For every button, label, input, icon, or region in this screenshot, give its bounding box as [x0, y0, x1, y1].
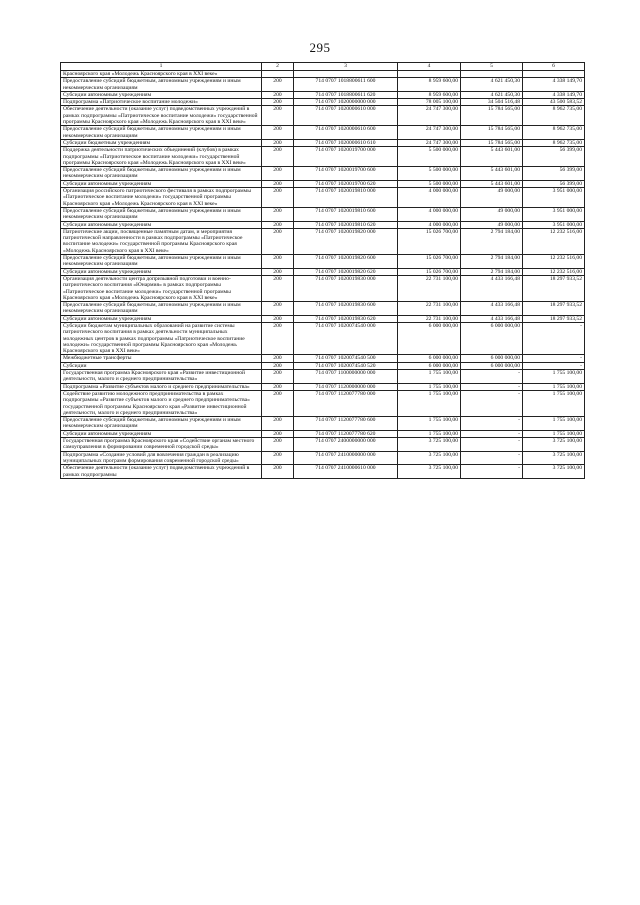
row-executed-amount: 15 784 565,00 [461, 139, 523, 146]
row-unexecuted-amount: 1 755 100,00 [523, 417, 585, 431]
row-description: Межбюджетные трансферты [61, 355, 262, 362]
table-row [61, 78, 585, 92]
row-classification-code: 714 0707 1100000000 000 [294, 370, 398, 384]
row-description: Предоставление субсидий бюджетным, автономным учреждениям и иным некоммерческим организациям [61, 417, 262, 431]
row-classification-code: 714 0707 1120077780 620 [294, 430, 398, 437]
row-code-200: 200 [262, 465, 294, 479]
row-approved-amount: 4 000 000,00 [398, 207, 461, 221]
row-executed-amount: - [461, 370, 523, 384]
row-unexecuted-amount: 1 755 100,00 [523, 430, 585, 437]
row-approved-amount: 15 026 700,00 [398, 228, 461, 254]
row-unexecuted-amount: 8 962 735,00 [523, 126, 585, 140]
row-description: Предоставление субсидий бюджетным, автономным учреждениям и иным некоммерческим организациям [61, 167, 262, 181]
row-executed-amount: 15 784 565,00 [461, 106, 523, 126]
row-description: Субсидии автономным учреждениям [61, 430, 262, 437]
row-approved-amount: 22 731 100,00 [398, 275, 461, 301]
row-description: Субсидии автономным учреждениям [61, 180, 262, 187]
row-description: Обеспечение деятельности (оказание услуг) подведомственных учреждений в рамках подпрограммы «Патриотическое воспитание молодежи» государственной программы Красноярского края «Молодежь Красноярского края в XXI веке» [61, 106, 262, 126]
row-approved-amount: 6 000 000,00 [398, 355, 461, 362]
table-row [61, 221, 585, 228]
row-executed-amount: - [461, 438, 523, 452]
table-row [61, 268, 585, 275]
row-code-200: 200 [262, 126, 294, 140]
row-executed-amount: 5 443 601,00 [461, 147, 523, 167]
row-code-200: 200 [262, 268, 294, 275]
row-description: Поддержка деятельности патриотических объединений (клубов) в рамках подпрограммы «Патриотическое воспитание молодежи» государственной программы Красноярского края «Молодежь Красноярского края в XXI веке» [61, 147, 262, 167]
table-row [61, 139, 585, 146]
row-unexecuted-amount: 56 399,00 [523, 147, 585, 167]
row-classification-code: 714 0707 1020019700 000 [294, 147, 398, 167]
row-unexecuted-amount: 4 338 149,70 [523, 78, 585, 92]
row-code-200: 200 [262, 139, 294, 146]
row-executed-amount: - [461, 383, 523, 390]
table-row [61, 188, 585, 208]
row-executed-amount: 6 000 000,00 [461, 362, 523, 369]
row-description: Организация деятельности центра допризывной подготовки и военно-патриотического воспитания «Юнармия» в рамках подпрограммы «Патриотическое воспитание молодежи» государственной программы Красноярского края «Молодежь Красноярского края в XXI веке» [61, 275, 262, 301]
row-approved-amount: 1 755 100,00 [398, 370, 461, 384]
table-header-row [61, 63, 585, 71]
row-unexecuted-amount: 18 297 933,52 [523, 302, 585, 316]
row-approved-amount: 5 500 000,00 [398, 167, 461, 181]
row-approved-amount: 6 000 000,00 [398, 362, 461, 369]
row-approved-amount: 3 725 100,00 [398, 465, 461, 479]
row-classification-code: 714 0707 1020019830 620 [294, 315, 398, 322]
row-code-200: 200 [262, 167, 294, 181]
row-executed-amount: - [461, 465, 523, 479]
row-unexecuted-amount: 8 962 735,00 [523, 139, 585, 146]
row-code-200: 200 [262, 78, 294, 92]
column-header: 2 [262, 63, 294, 71]
row-classification-code: 714 0707 1020074540 500 [294, 355, 398, 362]
row-classification-code: 714 0707 1020019820 000 [294, 228, 398, 254]
row-approved-amount: 3 725 100,00 [398, 438, 461, 452]
row-unexecuted-amount: 3 951 000,00 [523, 207, 585, 221]
row-description: Субсидии [61, 362, 262, 369]
row-approved-amount: 1 755 100,00 [398, 430, 461, 437]
row-code-200 [262, 71, 294, 78]
row-description: Предоставление субсидий бюджетным, автономным учреждениям и иным некоммерческим организациям [61, 302, 262, 316]
row-classification-code: 714 0707 1020019700 600 [294, 167, 398, 181]
page-number: 295 [309, 40, 331, 55]
row-classification-code: 714 0707 1020000610 600 [294, 126, 398, 140]
row-description: Предоставление субсидий бюджетным, автономным учреждениям и иным некоммерческим организациям [61, 78, 262, 92]
row-classification-code: 714 0707 1020019830 000 [294, 275, 398, 301]
row-description: Субсидии бюджетам муниципальных образований на развитие системы патриотического воспитания в рамках деятельности муниципальных молодежных центров в рамках подпрограммы «Патриотическое воспитание молодежи» государственной программы Красноярского края «Молодежь Красноярского края в XXI веке» [61, 322, 262, 354]
row-approved-amount: 4 000 000,00 [398, 221, 461, 228]
table-row [61, 370, 585, 384]
row-code-200: 200 [262, 106, 294, 126]
row-unexecuted-amount: 3 951 000,00 [523, 188, 585, 208]
row-approved-amount: 1 755 100,00 [398, 383, 461, 390]
table-row [61, 207, 585, 221]
row-executed-amount: 4 433 166,48 [461, 302, 523, 316]
row-unexecuted-amount: 3 725 100,00 [523, 451, 585, 465]
row-executed-amount: - [461, 430, 523, 437]
row-approved-amount: 22 731 100,00 [398, 302, 461, 316]
row-executed-amount: 49 000,00 [461, 221, 523, 228]
row-classification-code: 714 0707 1018800611 600 [294, 78, 398, 92]
row-executed-amount: 6 000 000,00 [461, 355, 523, 362]
row-unexecuted-amount: 12 232 516,00 [523, 268, 585, 275]
row-approved-amount: 15 026 700,00 [398, 268, 461, 275]
row-code-200: 200 [262, 390, 294, 416]
row-executed-amount: 4 621 450,30 [461, 78, 523, 92]
row-unexecuted-amount [523, 71, 585, 78]
row-executed-amount: 4 433 166,48 [461, 275, 523, 301]
table-row [61, 228, 585, 254]
row-unexecuted-amount: 1 755 100,00 [523, 370, 585, 384]
row-code-200: 200 [262, 430, 294, 437]
row-classification-code: 714 0707 2410000610 000 [294, 465, 398, 479]
row-description: Организация российского патриотического фестиваля в рамках подпрограммы «Патриотическое воспитание молодежи» государственной программы Красноярского края «Молодежь Красноярского края в XXI веке» [61, 188, 262, 208]
row-code-200: 200 [262, 315, 294, 322]
table-row [61, 430, 585, 437]
row-code-200: 200 [262, 255, 294, 269]
row-classification-code: 714 0707 1020019700 620 [294, 180, 398, 187]
row-unexecuted-amount: 12 232 516,00 [523, 255, 585, 269]
column-header: 1 [61, 63, 262, 71]
row-code-200: 200 [262, 362, 294, 369]
row-classification-code: 714 0707 1020000000 000 [294, 99, 398, 106]
row-approved-amount: 1 755 100,00 [398, 417, 461, 431]
row-code-200: 200 [262, 228, 294, 254]
row-code-200: 200 [262, 355, 294, 362]
table-row [61, 71, 585, 78]
row-description: Содействие развитию молодежного предпринимательства в рамках подпрограммы «Развитие субъектов малого и среднего предпринимательства» государственной программы Красноярского края «Развитие инвестиционной деятельности, малого и среднего предпринимательства» [61, 390, 262, 416]
row-description: Патриотические акции, посвященные памятным датам, и мероприятия патриотической направленности в рамках подпрограммы «Патриотическое воспитание молодежи» государственной программы Красноярского края «Молодежь Красноярского края в XXI веке» [61, 228, 262, 254]
row-approved-amount: 5 500 000,00 [398, 147, 461, 167]
row-code-200: 200 [262, 275, 294, 301]
row-code-200: 200 [262, 207, 294, 221]
row-unexecuted-amount: 56 399,00 [523, 167, 585, 181]
table-row [61, 322, 585, 354]
row-code-200: 200 [262, 322, 294, 354]
row-approved-amount: 3 725 100,00 [398, 451, 461, 465]
row-approved-amount: 5 500 000,00 [398, 180, 461, 187]
row-executed-amount: 34 504 516,48 [461, 99, 523, 106]
row-unexecuted-amount: - [523, 355, 585, 362]
row-code-200: 200 [262, 91, 294, 98]
row-unexecuted-amount: 18 297 933,52 [523, 275, 585, 301]
row-approved-amount: 6 000 000,00 [398, 322, 461, 354]
row-classification-code [294, 71, 398, 78]
row-code-200: 200 [262, 221, 294, 228]
row-code-200: 200 [262, 438, 294, 452]
column-header: 6 [523, 63, 585, 71]
row-description: Подпрограмма «Развитие субъектов малого и среднего предпринимательства» [61, 383, 262, 390]
row-classification-code: 714 0707 1120077780 600 [294, 417, 398, 431]
row-executed-amount: - [461, 417, 523, 431]
row-classification-code: 714 0707 1020019820 620 [294, 268, 398, 275]
row-code-200: 200 [262, 451, 294, 465]
table-row [61, 417, 585, 431]
row-classification-code: 714 0707 1020000610 610 [294, 139, 398, 146]
row-executed-amount: 6 000 000,00 [461, 322, 523, 354]
row-description: Обеспечение деятельности (оказание услуг) подведомственных учреждений в рамках подпрограммы [61, 465, 262, 479]
row-executed-amount [461, 71, 523, 78]
row-description: Предоставление субсидий бюджетным, автономным учреждениям и иным некоммерческим организациям [61, 126, 262, 140]
row-unexecuted-amount: 3 725 100,00 [523, 465, 585, 479]
row-approved-amount: 1 755 100,00 [398, 390, 461, 416]
row-approved-amount [398, 71, 461, 78]
table-row [61, 106, 585, 126]
row-classification-code: 714 0707 1020019810 600 [294, 207, 398, 221]
row-executed-amount: 2 794 184,00 [461, 228, 523, 254]
table-row [61, 362, 585, 369]
row-unexecuted-amount: 43 500 583,52 [523, 99, 585, 106]
table-body [61, 71, 585, 479]
row-executed-amount: 5 443 601,00 [461, 167, 523, 181]
row-approved-amount: 78 005 100,00 [398, 99, 461, 106]
row-classification-code: 714 0707 1020019820 600 [294, 255, 398, 269]
row-unexecuted-amount: 12 232 516,00 [523, 228, 585, 254]
row-executed-amount: 2 794 184,00 [461, 268, 523, 275]
row-executed-amount: 2 794 184,00 [461, 255, 523, 269]
row-code-200: 200 [262, 370, 294, 384]
column-header: 5 [461, 63, 523, 71]
row-unexecuted-amount: - [523, 322, 585, 354]
row-description: Государственная программа Красноярского края «Содействие органам местного самоуправления в формировании современной городской среды» [61, 438, 262, 452]
table-row [61, 126, 585, 140]
row-description: Предоставление субсидий бюджетным, автономным учреждениям и иным некоммерческим организациям [61, 255, 262, 269]
row-description: Государственная программа Красноярского края «Развитие инвестиционной деятельности, малого и среднего предпринимательства» [61, 370, 262, 384]
row-classification-code: 714 0707 2400000000 000 [294, 438, 398, 452]
table-row [61, 465, 585, 479]
row-description: Красноярского края «Молодежь Красноярского края в XXI веке» [61, 71, 262, 78]
table-row [61, 302, 585, 316]
row-code-200: 200 [262, 188, 294, 208]
row-description: Подпрограмма «Патриотическое воспитание молодежи» [61, 99, 262, 106]
row-unexecuted-amount: 4 338 149,70 [523, 91, 585, 98]
row-classification-code: 714 0707 1120077780 000 [294, 390, 398, 416]
table-row [61, 91, 585, 98]
column-header: 4 [398, 63, 461, 71]
table-row [61, 355, 585, 362]
row-classification-code: 714 0707 2410000000 000 [294, 451, 398, 465]
row-description: Предоставление субсидий бюджетным, автономным учреждениям и иным некоммерческим организациям [61, 207, 262, 221]
row-description: Субсидии бюджетным учреждениям [61, 139, 262, 146]
row-executed-amount: 4 433 166,48 [461, 315, 523, 322]
column-header: 3 [294, 63, 398, 71]
table-row [61, 99, 585, 106]
table-row [61, 255, 585, 269]
row-code-200: 200 [262, 99, 294, 106]
table-row [61, 167, 585, 181]
row-executed-amount: 49 000,00 [461, 207, 523, 221]
row-approved-amount: 24 747 300,00 [398, 139, 461, 146]
row-classification-code: 714 0707 1020019830 600 [294, 302, 398, 316]
row-classification-code: 714 0707 1020000610 000 [294, 106, 398, 126]
row-classification-code: 714 0707 1020019810 000 [294, 188, 398, 208]
row-approved-amount: 8 959 600,00 [398, 91, 461, 98]
table-row [61, 180, 585, 187]
row-unexecuted-amount: 1 755 100,00 [523, 383, 585, 390]
row-approved-amount: 22 731 100,00 [398, 315, 461, 322]
row-classification-code: 714 0707 1020019810 620 [294, 221, 398, 228]
row-classification-code: 714 0707 1018800611 620 [294, 91, 398, 98]
row-executed-amount: - [461, 390, 523, 416]
row-unexecuted-amount: 56 399,00 [523, 180, 585, 187]
row-classification-code: 714 0707 1020074540 520 [294, 362, 398, 369]
table-row [61, 383, 585, 390]
row-executed-amount: 4 621 450,30 [461, 91, 523, 98]
row-code-200: 200 [262, 302, 294, 316]
table-row [61, 438, 585, 452]
row-approved-amount: 8 959 600,00 [398, 78, 461, 92]
row-unexecuted-amount: 8 962 735,00 [523, 106, 585, 126]
row-unexecuted-amount: 1 755 100,00 [523, 390, 585, 416]
row-description: Субсидии автономным учреждениям [61, 91, 262, 98]
row-code-200: 200 [262, 147, 294, 167]
row-approved-amount: 24 747 300,00 [398, 126, 461, 140]
row-executed-amount: 5 443 601,00 [461, 180, 523, 187]
row-executed-amount: 15 784 565,00 [461, 126, 523, 140]
row-unexecuted-amount: 3 951 000,00 [523, 221, 585, 228]
table-row [61, 451, 585, 465]
table-row [61, 275, 585, 301]
table-row [61, 315, 585, 322]
row-code-200: 200 [262, 383, 294, 390]
row-description: Субсидии автономным учреждениям [61, 268, 262, 275]
row-approved-amount: 4 000 000,00 [398, 188, 461, 208]
row-executed-amount: 49 000,00 [461, 188, 523, 208]
row-description: Субсидии автономным учреждениям [61, 315, 262, 322]
table-row [61, 390, 585, 416]
table-row [61, 147, 585, 167]
row-code-200: 200 [262, 417, 294, 431]
budget-table [60, 62, 585, 479]
row-classification-code: 714 0707 1020074540 000 [294, 322, 398, 354]
row-code-200: 200 [262, 180, 294, 187]
row-unexecuted-amount: 3 725 100,00 [523, 438, 585, 452]
row-unexecuted-amount: - [523, 362, 585, 369]
row-classification-code: 714 0707 1120000000 000 [294, 383, 398, 390]
row-unexecuted-amount: 18 297 933,52 [523, 315, 585, 322]
row-approved-amount: 15 026 700,00 [398, 255, 461, 269]
row-description: Субсидии автономным учреждениям [61, 221, 262, 228]
row-approved-amount: 24 747 300,00 [398, 106, 461, 126]
row-description: Подпрограмма «Создание условий для вовлечения граждан в реализацию муниципальных программ формирования современной городской среды» [61, 451, 262, 465]
row-executed-amount: - [461, 451, 523, 465]
